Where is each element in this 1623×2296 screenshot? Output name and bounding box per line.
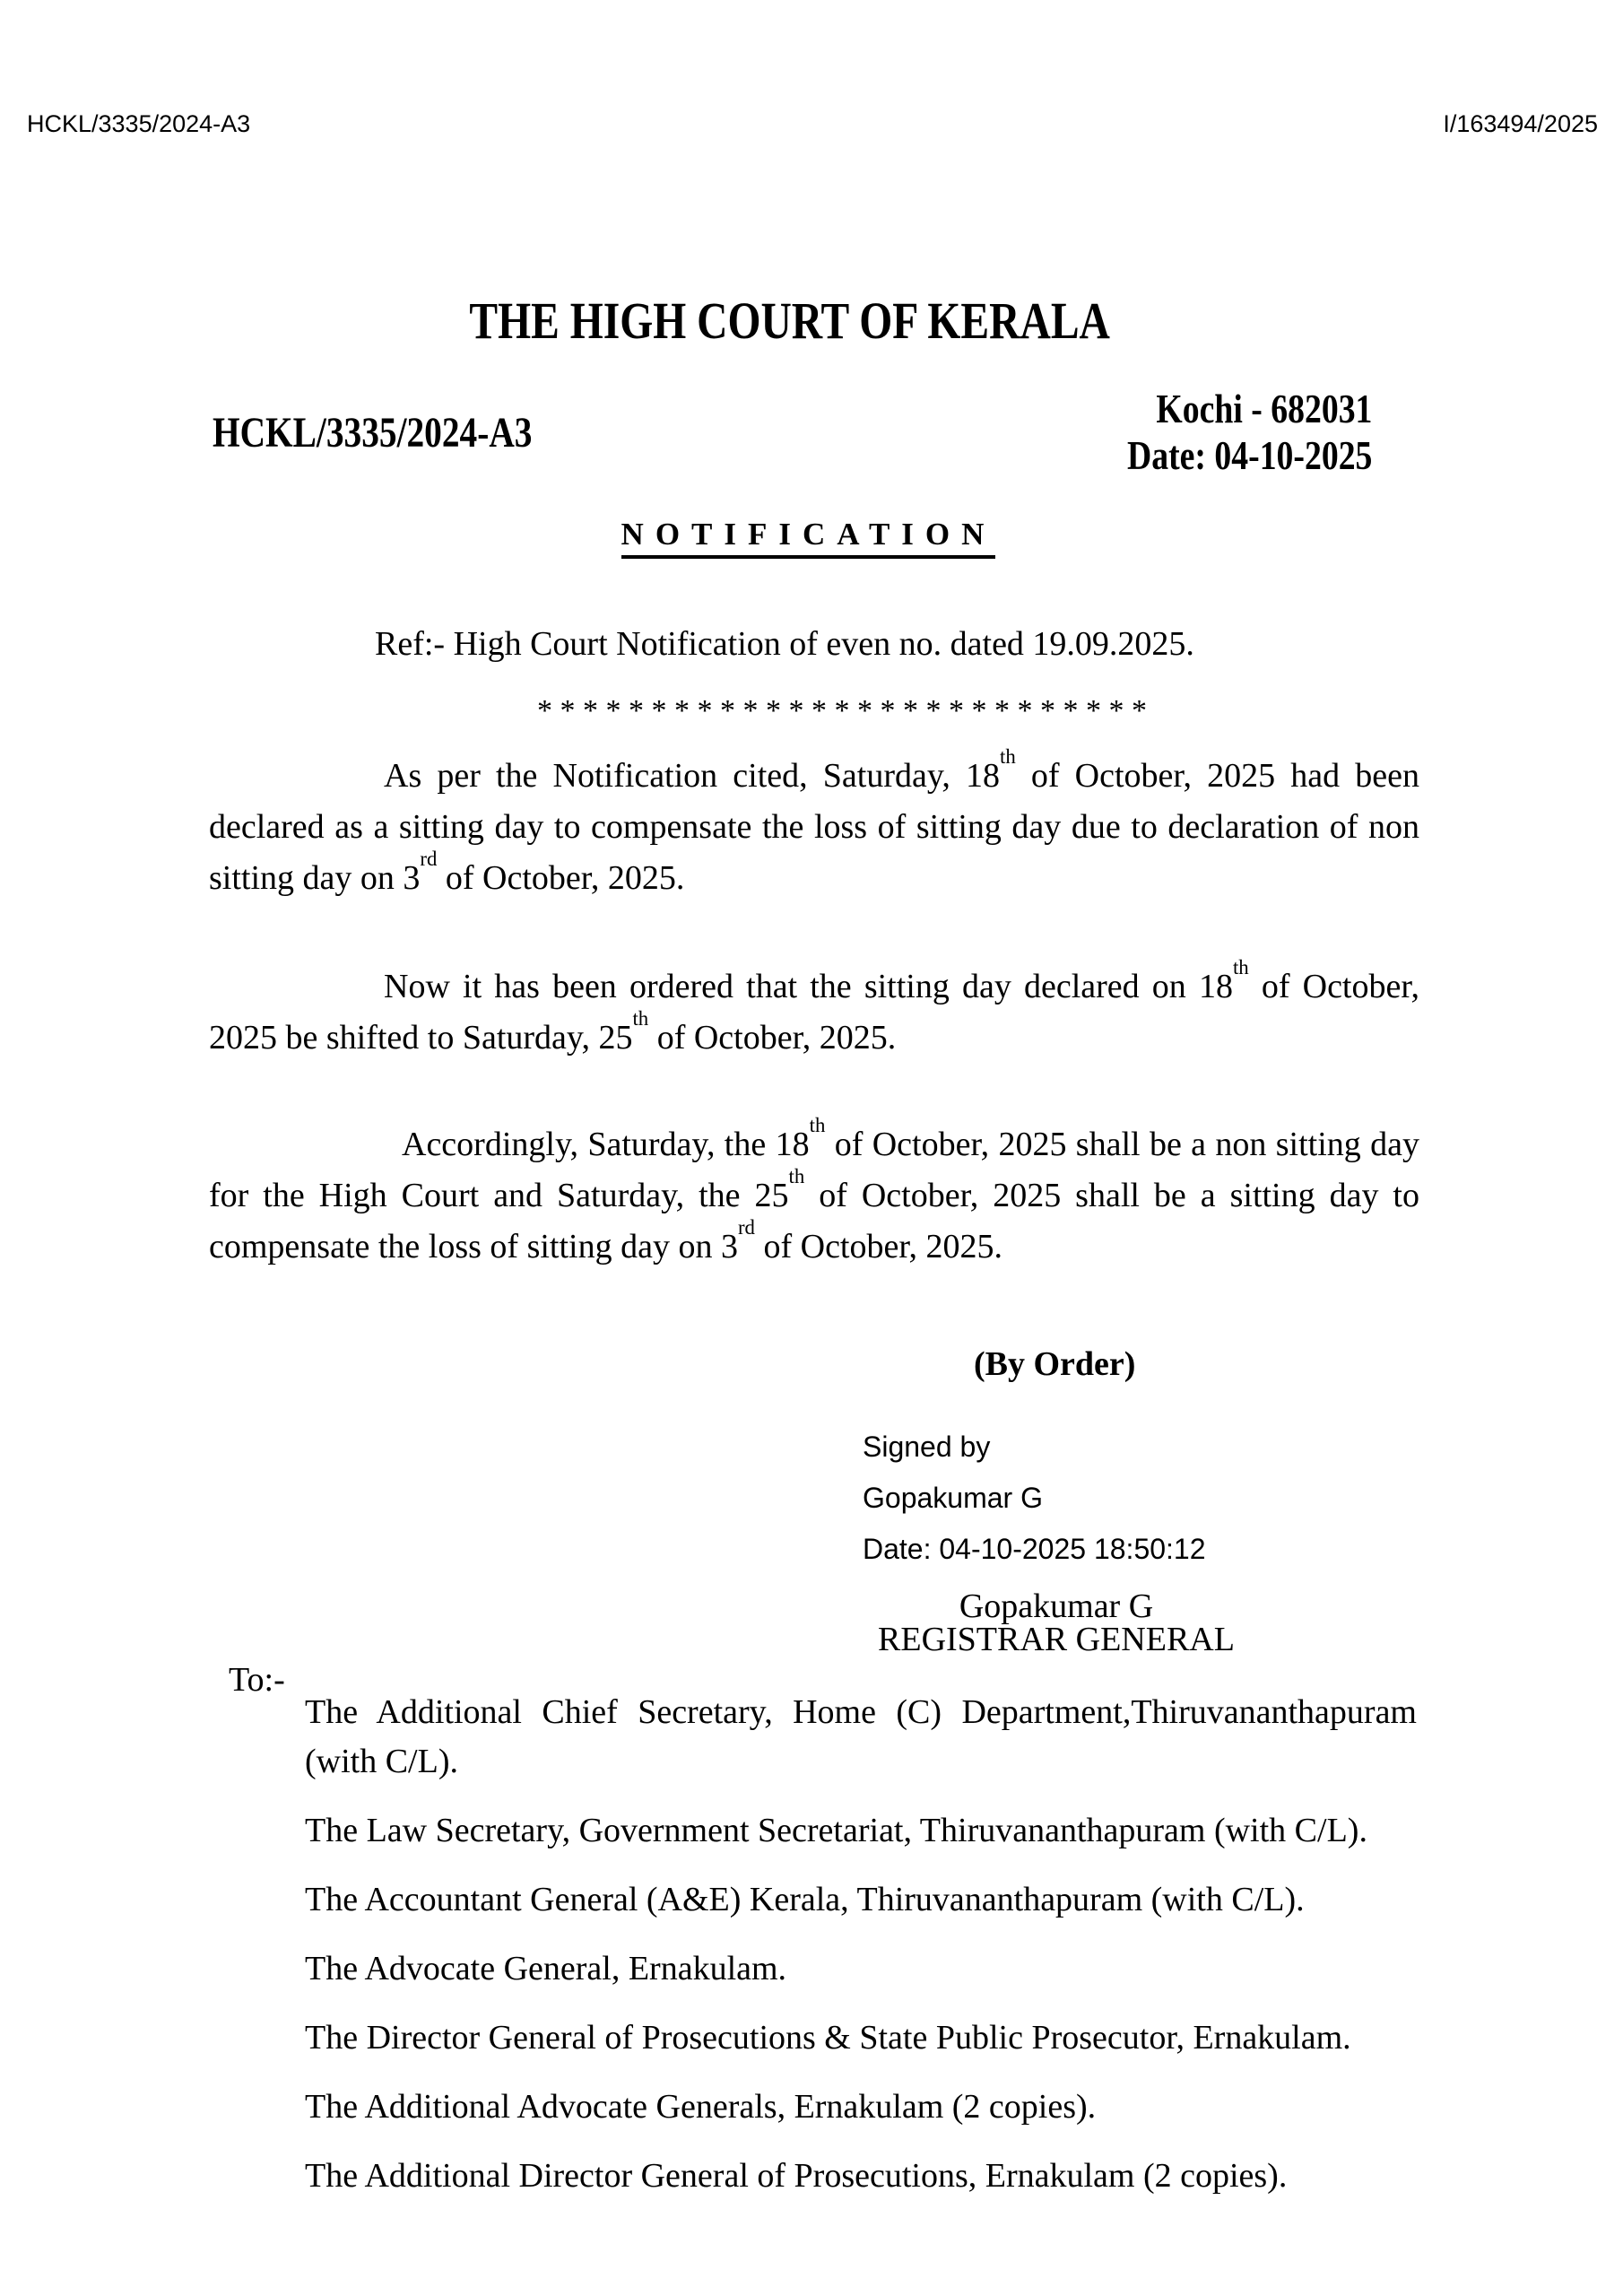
reference-line: Ref:- High Court Notification of even no. dated 19.09.2025.	[375, 625, 1194, 663]
recipient-item: The Additional Chief Secretary, Home (C) Department,Thiruvananthapuram (with C/L).	[305, 1693, 1417, 1780]
recipient-item: The Accountant General (A&E) Kerala, Thiruvananthapuram (with C/L).	[305, 1881, 1305, 1918]
signatory-name: Gopakumar G	[959, 1587, 1154, 1625]
signature-line-name: Gopakumar G	[863, 1482, 1043, 1514]
signature-line-signed-by: Signed by	[863, 1431, 991, 1463]
recipient-item: The Additional Advocate Generals, Ernakulam (2 copies).	[305, 2088, 1097, 2126]
digital-signature-block	[863, 1422, 1206, 1575]
recipient-item: The Director General of Prosecutions & State Public Prosecutor, Ernakulam.	[305, 2019, 1351, 2057]
superscript: th	[788, 1164, 805, 1187]
file-number: HCKL/3335/2024-A3	[213, 409, 533, 457]
court-title-row	[0, 291, 1580, 351]
header-ref-right: I/163494/2025	[1443, 110, 1598, 137]
paragraph-2: Now it has been ordered that the sitting day declared on 18th of October, 2025 be shifted to Saturday, 25th of October, 2025.	[209, 955, 1419, 1057]
notification-heading-row	[0, 517, 1605, 559]
recipient-item: The Additional Director General of Prosecutions, Ernakulam (2 copies).	[305, 2157, 1288, 2195]
signatory-designation: REGISTRAR GENERAL	[878, 1621, 1235, 1658]
superscript: th	[809, 1113, 826, 1136]
notification-heading: NOTIFICATION	[621, 517, 996, 559]
superscript: th	[632, 1006, 649, 1030]
recipient-item: The Law Secretary, Government Secretariat, Thiruvananthapuram (with C/L).	[305, 1812, 1367, 1849]
paragraph-3: Accordingly, Saturday, the 18th of October, 2025 shall be a non sitting day for the High Court and Saturday, the 25th of October, 2025 shall be a sitting day to compensate the loss of sitting day on 3rd of October, 2025.	[209, 1113, 1420, 1265]
signatory-block	[787, 1587, 1325, 1658]
superscript: th	[1232, 955, 1249, 978]
superscript: rd	[420, 847, 438, 870]
date-line: Date: 04-10-2025	[1126, 432, 1372, 478]
star-separator: * * * * * * * * * * * * * * * * * * * * * * * * * * *	[537, 694, 1147, 727]
place-line: Kochi - 682031	[1156, 386, 1372, 431]
court-title: THE HIGH COURT OF KERALA	[469, 291, 1111, 350]
superscript: th	[1000, 744, 1016, 768]
document-header-row	[27, 112, 1598, 136]
signature-line-date: Date: 04-10-2025 18:50:12	[863, 1533, 1206, 1565]
to-label: To:-	[229, 1661, 285, 1699]
superscript: rd	[737, 1215, 755, 1239]
recipient-item: The Advocate General, Ernakulam.	[305, 1950, 787, 1987]
header-ref-left: HCKL/3335/2024-A3	[27, 110, 251, 137]
by-order-label: (By Order)	[974, 1345, 1136, 1383]
paragraph-1: As per the Notification cited, Saturday, 18th of October, 2025 had been declared as a sitting day to compensate the loss of sitting day due to declaration of non sitting day on 3rd of October, 2025.	[209, 744, 1420, 897]
place-date-block	[1127, 386, 1372, 479]
recipients-list	[305, 1688, 1417, 2221]
